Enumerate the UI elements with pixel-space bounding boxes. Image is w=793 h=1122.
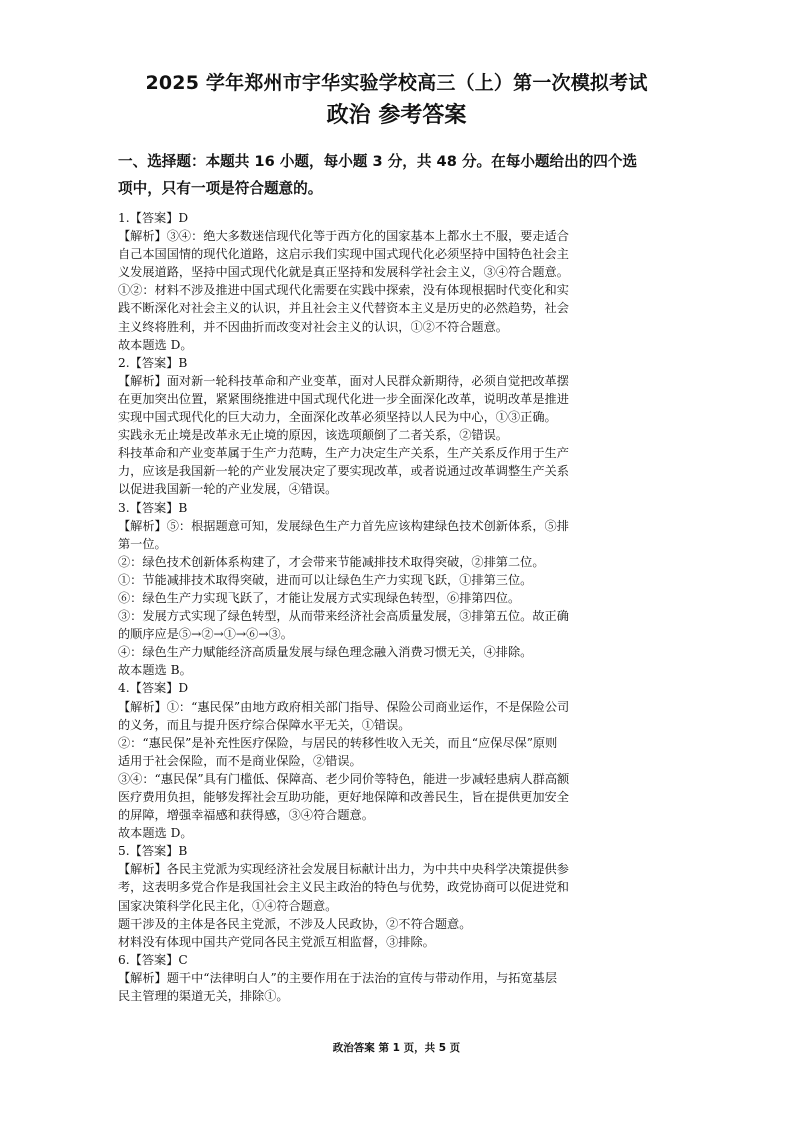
text-line: 主义终将胜利，并不因曲折而改变对社会主义的认识，①②不符合题意。 xyxy=(118,319,508,334)
text-line: 故本题选 B。 xyxy=(118,663,192,678)
text-line: 国家决策科学化民主化，①④符合题意。 xyxy=(118,898,338,913)
text-line: 题干涉及的主体是各民主党派，不涉及人民政协，②不符合题意。 xyxy=(118,916,472,931)
text-line: 第一位。 xyxy=(118,536,167,551)
exam-title: 2025 学年郑州市宇华实验学校高三（上）第一次模拟考试 xyxy=(145,72,648,94)
text-line: 科技革命和产业变革属于生产力范畴，生产力决定生产关系，生产关系反作用于生产 xyxy=(118,446,569,461)
text-line: 以促进我国新一轮的产业发展，④错误。 xyxy=(118,482,338,497)
text-line: ②：绿色技术创新体系构建了，才会带来节能减排技术取得突破，②排第二位。 xyxy=(118,554,545,569)
text-line: 践不断深化对社会主义的认识，并且社会主义代替资本主义是历史的必然趋势，社会 xyxy=(118,301,569,316)
text-line: 的顺序应是⑤→②→①→⑥→③。 xyxy=(118,627,293,642)
text-line: 民主管理的渠道无关，排除①。 xyxy=(118,989,289,1004)
text-line: 5.【答案】B xyxy=(118,844,188,859)
text-line: 力，应该是我国新一轮的产业发展决定了要实现改革，或者说通过改革调整生产关系 xyxy=(118,464,569,479)
text-line: 材料没有体现中国共产党同各民主党派互相监督，③排除。 xyxy=(118,934,435,949)
text-line: 的屏障，增强幸福感和获得感，③④符合题意。 xyxy=(118,808,374,823)
text-line: 适用于社会保险，而不是商业保险，②错误。 xyxy=(118,753,362,768)
section-heading-line: 一、选择题：本题共 16 小题，每小题 3 分，共 48 分。在每小题给出的四个选 xyxy=(118,153,638,170)
text-line: ③：发展方式实现了绿色转型，从而带来经济社会高质量发展，③排第五位。故正确 xyxy=(118,609,569,624)
text-line: 实现中国式现代化的巨大动力，全面深化改革必须坚持以人民为中心，①③正确。 xyxy=(118,410,557,425)
text-line: 【解析】题干中“法律明白人”的主要作用在于法治的宣传与带动作用，与拓宽基层 xyxy=(118,970,558,985)
text-line: 【解析】①：“惠民保”由地方政府相关部门指导、保险公司商业运作，不是保险公司 xyxy=(118,699,570,714)
text-line: 3.【答案】B xyxy=(118,500,188,515)
text-line: 【解析】面对新一轮科技革命和产业变革，面对人民群众新期待，必须自觉把改革摆 xyxy=(118,373,569,388)
text-line: 实践永无止境是改革永无止境的原因，该选项颠倒了二者关系，②错误。 xyxy=(118,428,508,443)
text-line: ①②：材料不涉及推进中国式现代化需要在实践中探索，没有体现根据时代变化和实 xyxy=(118,283,569,298)
text-line: ⑥：绿色生产力实现飞跃了，才能让发展方式实现绿色转型，⑥排第四位。 xyxy=(118,590,521,605)
text-line: 6.【答案】C xyxy=(118,952,188,967)
text-line: 4.【答案】D xyxy=(118,681,189,696)
text-line: ③④：“惠民保”具有门槛低、保障高、老少同价等特色，能进一步减轻患病人群高额 xyxy=(118,771,570,786)
text-line: ②：“惠民保”是补充性医疗保险，与居民的转移性收入无关，而且“应保尽保”原则 xyxy=(118,735,558,750)
answer-subtitle: 政治 参考答案 xyxy=(326,103,467,128)
text-line: 义发展道路，坚持中国式现代化就是真正坚持和发展科学社会主义，③④符合题意。 xyxy=(118,265,569,280)
page-footer: 政治答案 第 1 页，共 5 页 xyxy=(332,1042,461,1054)
text-line: 【解析】③④：绝大多数迷信现代化等于西方化的国家基本上都水土不服，要走适合 xyxy=(118,229,569,244)
text-line: 自己本国国情的现代化道路，这启示我们实现中国式现代化必须坚持中国特色社会主 xyxy=(118,247,569,262)
text-line: 2.【答案】B xyxy=(118,355,188,370)
text-line: 【解析】⑤：根据题意可知，发展绿色生产力首先应该构建绿色技术创新体系，⑤排 xyxy=(118,518,569,533)
text-line: 考，这表明多党合作是我国社会主义民主政治的特色与优势，政党协商可以促进党和 xyxy=(118,880,569,895)
text-line: ①：节能减排技术取得突破，进而可以让绿色生产力实现飞跃，①排第三位。 xyxy=(118,572,533,587)
section-heading xyxy=(118,148,678,202)
text-line: 1.【答案】D xyxy=(118,211,189,225)
text-line: 在更加突出位置，紧紧围绕推进中国式现代化进一步全面深化改革，说明改革是推进 xyxy=(118,391,569,406)
section-heading-line: 项中，只有一项是符合题意的。 xyxy=(118,180,323,197)
text-line: 故本题选 D。 xyxy=(118,337,193,352)
text-line: 医疗费用负担，能够发挥社会互助功能，更好地保障和改善民生，旨在提供更加安全 xyxy=(118,790,569,804)
answer-body xyxy=(118,209,678,1005)
text-line: 故本题选 D。 xyxy=(118,826,193,841)
text-line: 【解析】各民主党派为实现经济社会发展目标献计出力，为中共中央科学决策提供参 xyxy=(118,862,569,877)
text-line: 的义务，而且与提升医疗综合保障水平无关，①错误。 xyxy=(118,717,411,732)
text-line: ④：绿色生产力赋能经济高质量发展与绿色理念融入消费习惯无关，④排除。 xyxy=(118,645,533,660)
